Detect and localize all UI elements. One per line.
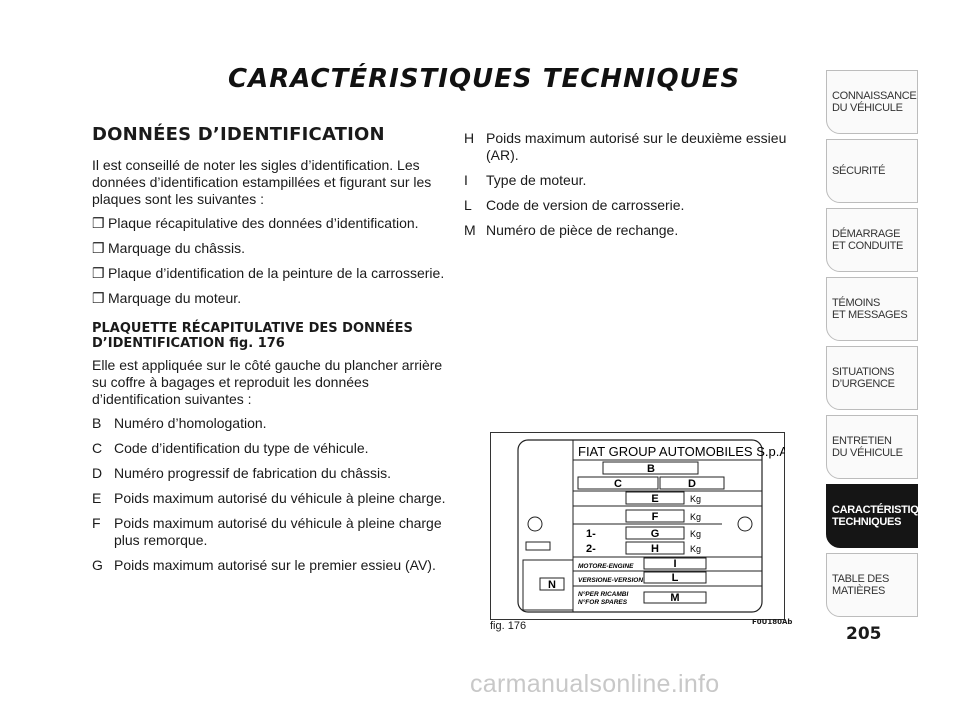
tab-temoins-et-messages[interactable]: TÉMOINS ET MESSAGES bbox=[826, 277, 918, 341]
watermark: carmanualsonline.info bbox=[470, 670, 720, 698]
subsection-intro: Elle est appliquée sur le côté gauche du plancher arrière su coffre à bagages et reproduit les données d’identification suivantes : bbox=[92, 357, 443, 407]
list-item: I Type de moteur. bbox=[464, 172, 587, 188]
label-h: H bbox=[651, 543, 659, 555]
list-item: ❒ Plaque d’identification de la peinture de la carrosserie. bbox=[92, 265, 445, 281]
intro-paragraph: Il est conseillé de noter les sigles d’identification. Les données d’identification estampillées et figurant sur les plaques sont les suivantes : bbox=[92, 157, 432, 207]
axle-2-label: 2- bbox=[586, 543, 596, 555]
page-number: 205 bbox=[846, 624, 882, 644]
left-column bbox=[92, 126, 448, 582]
label-n: N bbox=[548, 579, 556, 591]
unit-kg: Kg bbox=[690, 512, 702, 522]
right-column bbox=[464, 130, 816, 247]
label-d: D bbox=[688, 478, 696, 490]
list-item: B Numéro d’homologation. bbox=[92, 415, 267, 431]
tab-connaissance-du-vehicule[interactable]: CONNAISSANCE DU VÉHICULE bbox=[826, 70, 918, 134]
label-g: G bbox=[650, 528, 660, 540]
label-m: M bbox=[670, 592, 680, 604]
list-item: F Poids maximum autorisé du véhicule à pleine charge plus remorque. bbox=[92, 515, 442, 548]
list-item: ❒ Marquage du moteur. bbox=[92, 290, 242, 306]
list-item: M Numéro de pièce de rechange. bbox=[464, 222, 679, 238]
tab-situations-durgence[interactable]: SITUATIONS D’URGENCE bbox=[826, 346, 918, 410]
tab-securite[interactable]: SÉCURITÉ bbox=[826, 139, 918, 203]
list-item: ❒ Plaque récapitulative des données d’identification. bbox=[92, 215, 419, 231]
unit-kg: Kg bbox=[690, 544, 702, 554]
list-item: ❒ Marquage du châssis. bbox=[92, 240, 245, 256]
list-item: G Poids maximum autorisé sur le premier essieu (AV). bbox=[92, 557, 436, 573]
label-l: L bbox=[671, 572, 679, 584]
chapter-sidebar bbox=[826, 70, 941, 622]
versione-label: VERSIONE-VERSION bbox=[578, 577, 644, 584]
figure-code: F0U180Ab bbox=[752, 618, 793, 626]
identification-plate-figure bbox=[490, 432, 785, 625]
axle-1-label: 1- bbox=[586, 528, 596, 540]
label-f: F bbox=[651, 511, 659, 523]
page-title: CARACTÉRISTIQUES TECHNIQUES bbox=[228, 64, 741, 94]
figure-caption: fig. 176 bbox=[490, 620, 527, 632]
section-heading: DONNÉES D’IDENTIFICATION bbox=[92, 124, 385, 145]
unit-kg: Kg bbox=[690, 494, 702, 504]
checkbox-bullet-icon: ❒ bbox=[92, 290, 105, 306]
list-item: C Code d’identification du type de véhicule. bbox=[92, 440, 369, 456]
list-item: D Numéro progressif de fabrication du châssis. bbox=[92, 465, 392, 481]
unit-kg: Kg bbox=[690, 529, 702, 539]
identification-plate-drawing bbox=[490, 432, 785, 620]
tab-entretien-du-vehicule[interactable]: ENTRETIEN DU VÉHICULE bbox=[826, 415, 918, 479]
list-item: H Poids maximum autorisé sur le deuxième essieu (AR). bbox=[464, 130, 787, 163]
tab-table-des-matieres[interactable]: TABLE DES MATIÈRES bbox=[826, 553, 918, 617]
tab-demarrage-et-conduite[interactable]: DÉMARRAGE ET CONDUITE bbox=[826, 208, 918, 272]
checkbox-bullet-icon: ❒ bbox=[92, 265, 105, 281]
label-i: I bbox=[673, 558, 677, 570]
tab-caracteristiques-techniques[interactable]: CARACTÉRISTIQUES TECHNIQUES bbox=[826, 484, 918, 548]
checkbox-bullet-icon: ❒ bbox=[92, 240, 105, 256]
list-item: E Poids maximum autorisé du véhicule à pleine charge. bbox=[92, 490, 446, 506]
label-e: E bbox=[651, 493, 659, 505]
list-item: L Code de version de carrosserie. bbox=[464, 197, 685, 213]
motore-label: MOTORE-ENGINE bbox=[578, 563, 634, 570]
spares-label: N°FOR SPARES bbox=[578, 599, 628, 606]
ricambi-label: N°PER RICAMBI bbox=[578, 591, 629, 598]
subsection-heading: PLAQUETTE RÉCAPITULATIVE DES DONNÉES D’IDENTIFICATION fig. 176 bbox=[92, 321, 413, 351]
label-c: C bbox=[614, 478, 622, 490]
plate-title: FIAT GROUP AUTOMOBILES S.p.A. bbox=[578, 444, 785, 459]
checkbox-bullet-icon: ❒ bbox=[92, 215, 105, 231]
label-b: B bbox=[647, 463, 655, 475]
